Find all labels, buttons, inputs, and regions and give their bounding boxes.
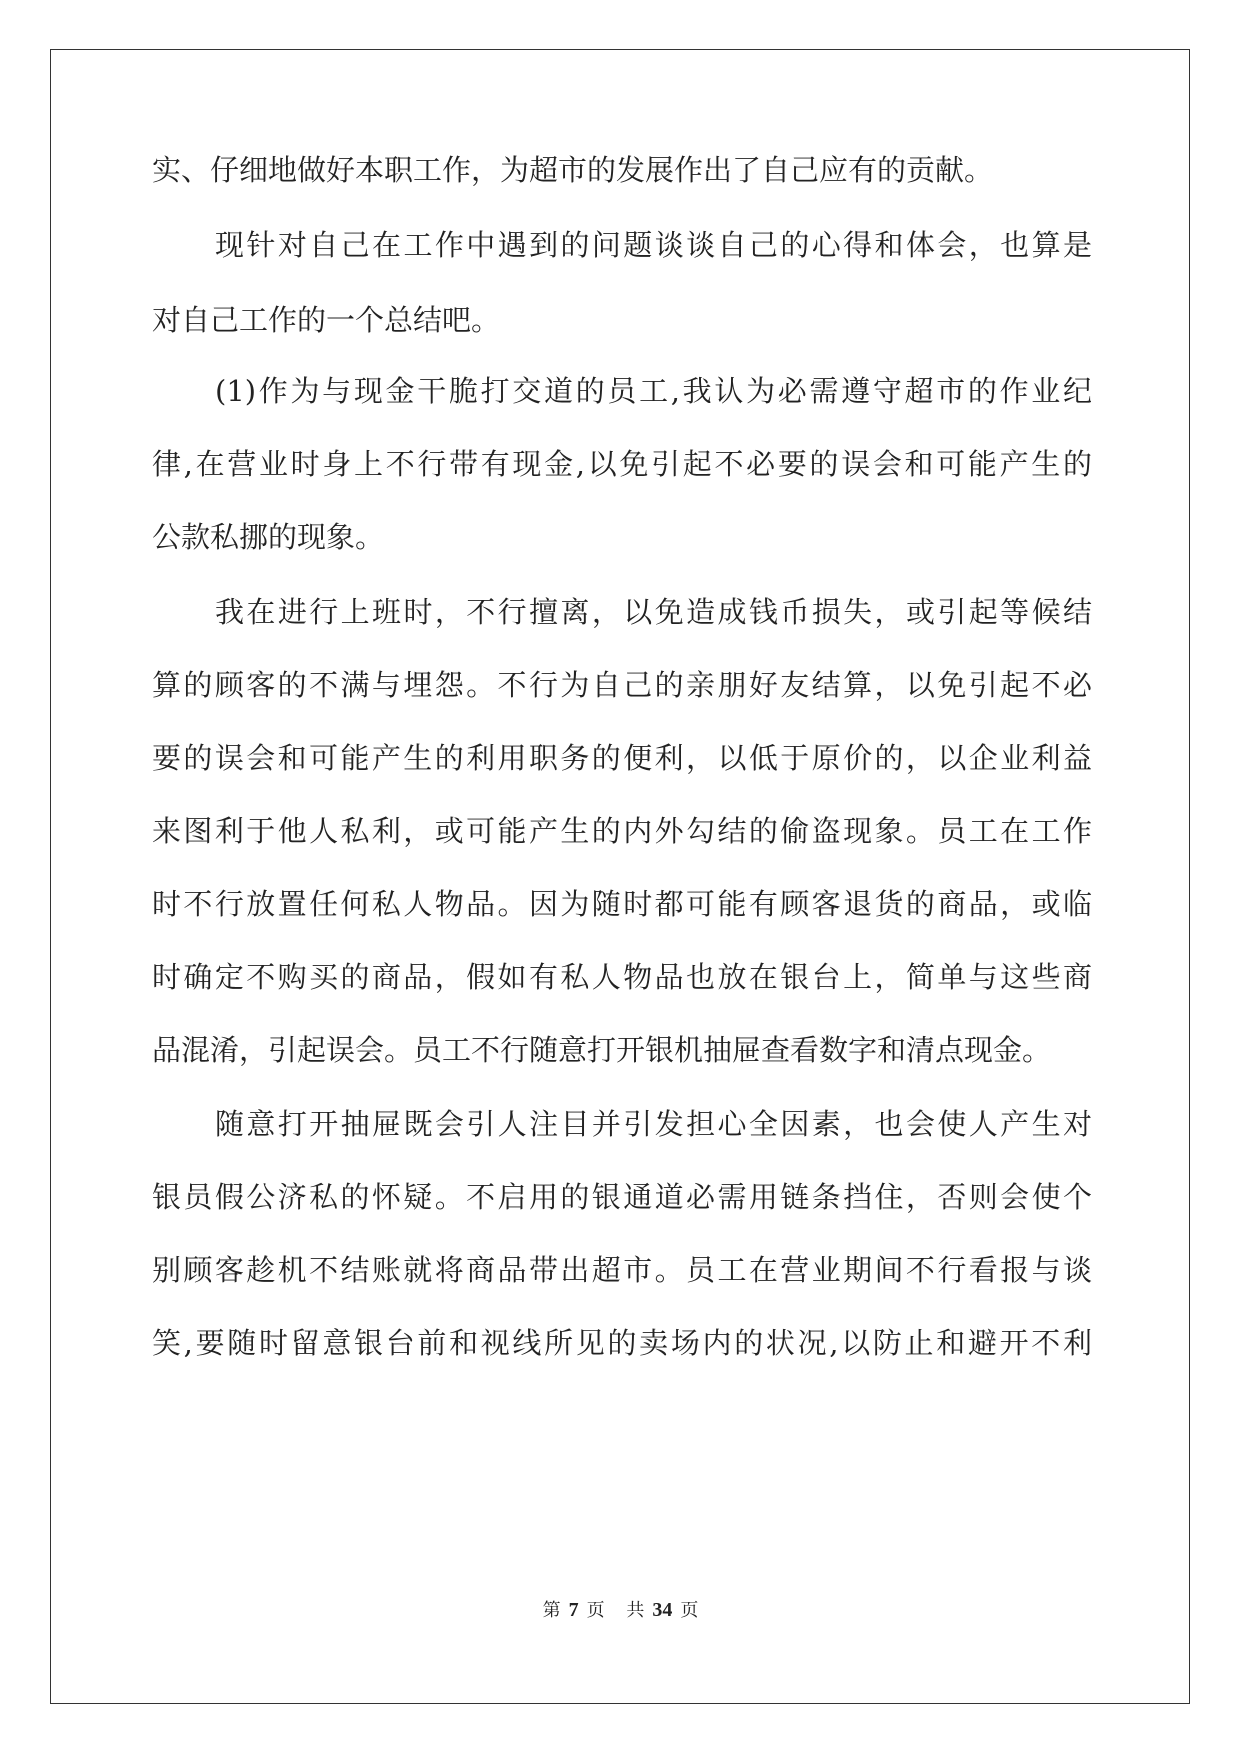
- text-line: 银员假公济私的怀疑。不启用的银通道必需用链条挡住，否则会使个: [152, 1180, 1092, 1214]
- page-prefix: 第: [542, 1600, 561, 1621]
- page-border: [50, 49, 1190, 1704]
- total-suffix: 页: [680, 1600, 699, 1621]
- text-line: 我在进行上班时，不行擅离，以免造成钱币损失，或引起等候结: [215, 595, 1092, 629]
- total-prefix: 共: [626, 1600, 645, 1621]
- page-indicator: [539, 1600, 609, 1621]
- text-line: 现针对自己在工作中遇到的问题谈谈自己的心得和体会，也算是: [215, 228, 1092, 262]
- text-line: 律,在营业时身上不行带有现金,以免引起不必要的误会和可能产生的: [152, 447, 1092, 481]
- text-line: 别顾客趁机不结账就将商品带出超市。员工在营业期间不行看报与谈: [152, 1253, 1092, 1287]
- text-line: 公款私挪的现象。: [152, 520, 385, 554]
- text-line: 品混淆，引起误会。员工不行随意打开银机抽屉查看数字和清点现金。: [152, 1033, 1052, 1067]
- text-line: 笑,要随时留意银台前和视线所见的卖场内的状况,以防止和避开不利: [152, 1326, 1092, 1360]
- text-line: 来图利于他人私利，或可能产生的内外勾结的偷盗现象。员工在工作: [152, 814, 1092, 848]
- total-indicator: [622, 1600, 702, 1621]
- text-line: (1)作为与现金干脆打交道的员工,我认为必需遵守超市的作业纪: [215, 374, 1092, 408]
- text-line: 算的顾客的不满与埋怨。不行为自己的亲朋好友结算，以免引起不必: [152, 668, 1092, 702]
- total-pages: 34: [652, 1599, 673, 1621]
- text-line: 对自己工作的一个总结吧。: [152, 303, 501, 337]
- text-line: 时不行放置任何私人物品。因为随时都可能有顾客退货的商品，或临: [152, 887, 1092, 921]
- text-line: 实、仔细地做好本职工作，为超市的发展作出了自己应有的贡献。: [152, 153, 994, 187]
- text-line: 要的误会和可能产生的利用职务的便利，以低于原价的，以企业利益: [152, 741, 1092, 775]
- text-line: 随意打开抽屉既会引人注目并引发担心全因素，也会使人产生对: [215, 1107, 1092, 1141]
- page-suffix: 页: [586, 1600, 605, 1621]
- page-footer: [0, 1596, 1241, 1622]
- page-number: 7: [568, 1599, 579, 1621]
- text-line: 时确定不购买的商品，假如有私人物品也放在银台上，简单与这些商: [152, 960, 1092, 994]
